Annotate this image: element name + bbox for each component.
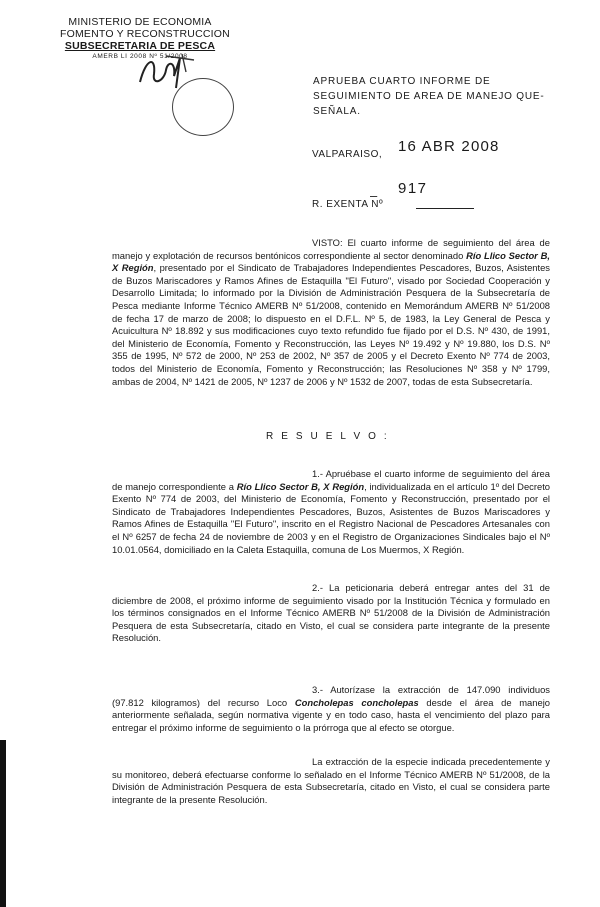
letterhead-ministry-line2: FOMENTO Y RECONSTRUCCION [60, 28, 230, 40]
article-2: 2.- La peticionaria deberá entregar antes del 31 de diciembre de 2008, el próximo informe de seguimiento visado por la Institución Técnica y formulado en los términos consignados en el Informe Técnico AMERB Nº 51/2008 de la División de Administración Pesquera de esta Subsecretaría, citado en Visto, el cual se considera parte integrante de la presente Resolución. [112, 582, 550, 644]
resuelvo-heading: R E S U E L V O : [266, 431, 390, 442]
letterhead-reference: AMERB LI 2008 Nº 51/2008 [92, 53, 188, 60]
document-title: APRUEBA CUARTO INFORME DE SEGUIMIENTO DE AREA DE MANEJO QUE- SEÑALA. [313, 76, 545, 117]
letterhead-ministry: MINISTERIO DE ECONOMIA [68, 16, 212, 28]
official-stamp [172, 78, 234, 136]
article-1-place: Río Llico Sector B, X Región [236, 480, 365, 492]
resolution-label: R. EXENTA Nº [312, 199, 384, 210]
resolution-number: 917 [398, 180, 428, 197]
visto-paragraph: VISTO: El cuarto informe de seguimiento del área de manejo y explotación de recursos bentónicos correspondiente al sector denominado Río Llico Sector B, X Región, presentado por el Sindicato de Trabajadores Independientes Pescadores, Buzos, Asistentes de Buzos Mariscadores y Ramos Afines de Estaquilla "El Futuro", visado por Sociedad Cooperación y Desarrollo Limitada; lo informado por la División de Administración Pesquera de la Subsecretaría de Pesca mediante Informe Técnico AMERB Nº 51/2008, contenido en Memorándum AMERB Nº 51/2008 de fecha 17 de marzo de 2008; lo dispuesto en el D.F.L. Nº 5, de 1983, la Ley General de Pesca y Acuicultura Nº 18.892 y sus modificaciones cuyo texto refundido fue fijado por el D.S. Nº 430, de 1991, del Ministerio de Economía, Fomento y Reconstrucción, las Leyes Nº 19.492 y Nº 19.880, los D.S. Nº 355 de 1995, Nº 572 de 2000, Nº 253 de 2002, Nº 357 de 2005 y el Decreto Exento Nº 774 de 2003, todos del Ministerio de Economía, Fomento y Reconstrucción; las Resoluciones Nº 358 y Nº 1799, ambas de 2004, Nº 1421 de 2005, Nº 1237 de 2006 y Nº 1532 de 2007, todas de esta Subsecretaría. [112, 237, 550, 387]
date-stamp: 16 ABR 2008 [398, 138, 500, 155]
visto-place: Río Llico Sector B, X Región [112, 249, 550, 274]
scan-edge-bar [0, 740, 6, 907]
article-3: 3.- Autorízase la extracción de 147.090 individuos (97.812 kilogramos) del recurso Loco Concholepas concholepas desde el área de manejo anteriormente señalada, según normativa vigente y en todo caso, hasta el vencimiento del plazo para entregar el próximo informe de seguimiento o la prórroga que al efecto se otorgue. [112, 684, 550, 733]
date-label: VALPARAISO, [312, 149, 383, 160]
article-1: 1.- Apruébase el cuarto informe de seguimiento del área de manejo correspondiente a Río Llico Sector B, X Región, individualizada en el artículo 1º del Decreto Exento Nº 774 de 2003, del Ministerio de Economía, Fomento y Reconstrucción, presentado por el Sindicato de Trabajadores Independientes Pescadores, Buzos, Asistentes de Buzos Mariscadores y Ramos Afines de Estaquilla "El Futuro", inscrito en el Registro Nacional de Pescadores Artesanales con el Nº 6257 de fecha 24 de noviembre de 2003 y en el Registro de Organizaciones Sindicales bajo el Nº 10.01.0564, domiciliado en la Caleta Estaquilla, comuna de Los Muermos, X Región. [112, 468, 551, 555]
number-underline [416, 208, 474, 209]
species-name: Concholepas concholepas [294, 696, 419, 708]
number-dash: – [370, 188, 378, 203]
article-3-extraction: La extracción de la especie indicada precedentemente y su monitoreo, deberá efectuarse conforme lo señalado en el Informe Técnico AMERB Nº 51/2008, de la División de Administración Pesquera de esta Subsecretaría, citado en Visto, el cual se considera parte integrante de la presente Resolución. [112, 756, 550, 805]
letterhead-subsecretaria: SUBSECRETARIA DE PESCA [64, 40, 216, 52]
